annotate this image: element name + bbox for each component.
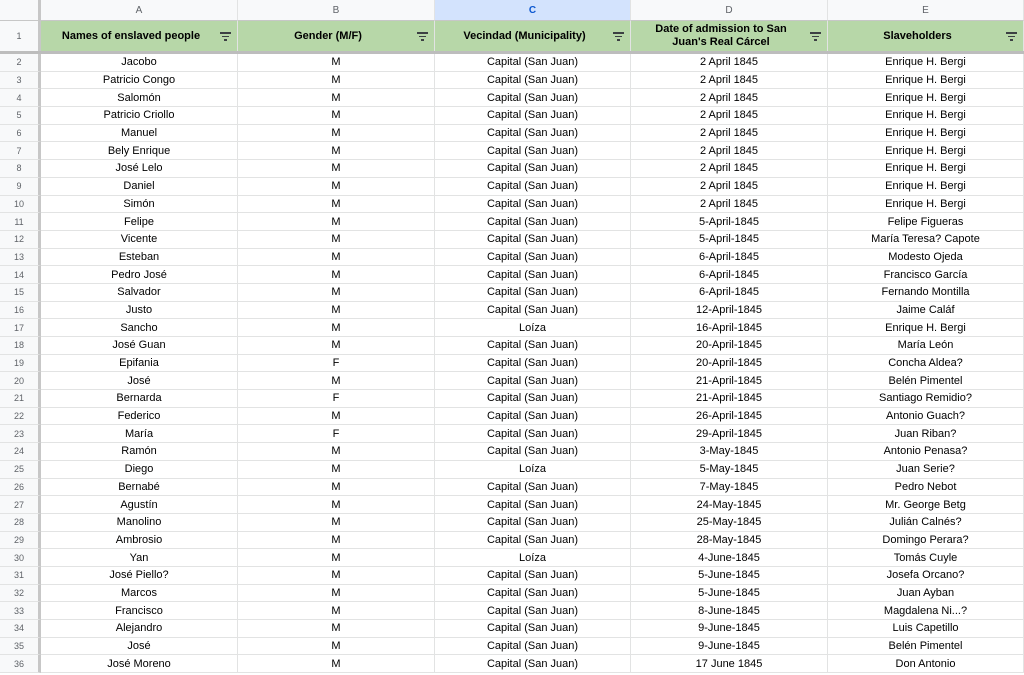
table-row bbox=[0, 602, 1024, 620]
vecindad-cell[interactable]: Capital (San Juan) bbox=[435, 178, 631, 196]
vecindad-cell[interactable]: Capital (San Juan) bbox=[435, 231, 631, 249]
gender-cell[interactable]: M bbox=[238, 655, 435, 673]
row-number[interactable]: 23 bbox=[0, 425, 41, 443]
date-cell[interactable]: 21-April-1845 bbox=[631, 372, 828, 390]
vecindad-cell[interactable]: Capital (San Juan) bbox=[435, 443, 631, 461]
vecindad-cell[interactable]: Capital (San Juan) bbox=[435, 337, 631, 355]
gender-cell[interactable]: F bbox=[238, 425, 435, 443]
column-header-a[interactable]: A bbox=[41, 0, 238, 21]
table-row bbox=[0, 585, 1024, 603]
slaveholder-cell[interactable]: Don Antonio bbox=[828, 655, 1024, 673]
gender-cell[interactable]: M bbox=[238, 514, 435, 532]
date-cell[interactable]: 25-May-1845 bbox=[631, 514, 828, 532]
gender-cell[interactable]: M bbox=[238, 249, 435, 267]
gender-cell[interactable]: M bbox=[238, 231, 435, 249]
slaveholder-cell[interactable]: Modesto Ojeda bbox=[828, 249, 1024, 267]
row-number[interactable]: 18 bbox=[0, 337, 41, 355]
table-body bbox=[0, 54, 1024, 673]
gender-cell[interactable]: M bbox=[238, 213, 435, 231]
header-label: Vecindad (Municipality) bbox=[463, 29, 586, 42]
gender-cell[interactable]: M bbox=[238, 567, 435, 585]
gender-cell[interactable]: M bbox=[238, 107, 435, 125]
row-number[interactable]: 9 bbox=[0, 178, 41, 196]
gender-cell[interactable]: M bbox=[238, 284, 435, 302]
slaveholder-cell[interactable]: Enrique H. Bergi bbox=[828, 319, 1024, 337]
name-cell[interactable]: Salvador bbox=[41, 284, 238, 302]
table-row bbox=[0, 638, 1024, 656]
gender-cell[interactable]: F bbox=[238, 390, 435, 408]
gender-cell[interactable]: M bbox=[238, 142, 435, 160]
gender-cell[interactable]: M bbox=[238, 638, 435, 656]
vecindad-cell[interactable]: Capital (San Juan) bbox=[435, 620, 631, 638]
name-cell[interactable]: Jacobo bbox=[41, 54, 238, 72]
row-number[interactable]: 26 bbox=[0, 479, 41, 497]
table-row bbox=[0, 319, 1024, 337]
table-row bbox=[0, 355, 1024, 373]
date-cell[interactable]: 29-April-1845 bbox=[631, 425, 828, 443]
table-row bbox=[0, 620, 1024, 638]
slaveholder-cell[interactable]: Enrique H. Bergi bbox=[828, 160, 1024, 178]
table-row bbox=[0, 231, 1024, 249]
table-row bbox=[0, 479, 1024, 497]
date-cell[interactable]: 2 April 1845 bbox=[631, 72, 828, 90]
vecindad-cell[interactable]: Capital (San Juan) bbox=[435, 196, 631, 214]
table-row bbox=[0, 408, 1024, 426]
name-cell[interactable]: Simón bbox=[41, 196, 238, 214]
header-label: Slaveholders bbox=[883, 29, 952, 42]
date-cell[interactable]: 5-April-1845 bbox=[631, 213, 828, 231]
gender-cell[interactable]: M bbox=[238, 479, 435, 497]
filter-icon[interactable] bbox=[1006, 32, 1017, 41]
row-number[interactable]: 32 bbox=[0, 585, 41, 603]
vecindad-cell[interactable]: Capital (San Juan) bbox=[435, 655, 631, 673]
slaveholder-cell[interactable]: Josefa Orcano? bbox=[828, 567, 1024, 585]
date-cell[interactable]: 2 April 1845 bbox=[631, 160, 828, 178]
slaveholder-cell[interactable]: Felipe Figueras bbox=[828, 213, 1024, 231]
date-cell[interactable]: 8-June-1845 bbox=[631, 602, 828, 620]
name-cell[interactable]: Diego bbox=[41, 461, 238, 479]
header-cell-slaveholders[interactable] bbox=[828, 21, 1024, 51]
vecindad-cell[interactable]: Capital (San Juan) bbox=[435, 638, 631, 656]
table-row bbox=[0, 142, 1024, 160]
vecindad-cell[interactable]: Capital (San Juan) bbox=[435, 54, 631, 72]
row-number[interactable]: 6 bbox=[0, 125, 41, 143]
gender-cell[interactable]: M bbox=[238, 496, 435, 514]
row-number[interactable]: 31 bbox=[0, 567, 41, 585]
date-cell[interactable]: 26-April-1845 bbox=[631, 408, 828, 426]
slaveholder-cell[interactable]: Antonio Guach? bbox=[828, 408, 1024, 426]
name-cell[interactable]: Justo bbox=[41, 302, 238, 320]
header-label: Date of admission to San Juan's Real Cárcel bbox=[655, 23, 787, 48]
header-row bbox=[0, 21, 1024, 54]
vecindad-cell[interactable]: Capital (San Juan) bbox=[435, 532, 631, 550]
gender-cell[interactable]: M bbox=[238, 372, 435, 390]
name-cell[interactable]: Patricio Criollo bbox=[41, 107, 238, 125]
date-cell[interactable]: 28-May-1845 bbox=[631, 532, 828, 550]
gender-cell[interactable]: M bbox=[238, 461, 435, 479]
filter-icon[interactable] bbox=[810, 32, 821, 41]
slaveholder-cell[interactable]: Concha Aldea? bbox=[828, 355, 1024, 373]
name-cell[interactable]: José bbox=[41, 638, 238, 656]
table-row bbox=[0, 249, 1024, 267]
gender-cell[interactable]: F bbox=[238, 355, 435, 373]
row-number[interactable]: 16 bbox=[0, 302, 41, 320]
vecindad-cell[interactable]: Loíza bbox=[435, 319, 631, 337]
filter-icon[interactable] bbox=[220, 32, 231, 41]
row-number[interactable]: 22 bbox=[0, 408, 41, 426]
date-cell[interactable]: 7-May-1845 bbox=[631, 479, 828, 497]
gender-cell[interactable]: M bbox=[238, 196, 435, 214]
table-row bbox=[0, 284, 1024, 302]
vecindad-cell[interactable]: Capital (San Juan) bbox=[435, 585, 631, 603]
date-cell[interactable]: 2 April 1845 bbox=[631, 142, 828, 160]
name-cell[interactable]: José Moreno bbox=[41, 655, 238, 673]
table-row bbox=[0, 496, 1024, 514]
slaveholder-cell[interactable]: Enrique H. Bergi bbox=[828, 142, 1024, 160]
name-cell[interactable]: María bbox=[41, 425, 238, 443]
vecindad-cell[interactable]: Capital (San Juan) bbox=[435, 302, 631, 320]
date-cell[interactable]: 6-April-1845 bbox=[631, 249, 828, 267]
date-cell[interactable]: 2 April 1845 bbox=[631, 89, 828, 107]
table-row bbox=[0, 514, 1024, 532]
name-cell[interactable]: José Guan bbox=[41, 337, 238, 355]
row-number[interactable]: 8 bbox=[0, 160, 41, 178]
name-cell[interactable]: Salomón bbox=[41, 89, 238, 107]
gender-cell[interactable]: M bbox=[238, 549, 435, 567]
column-header-row bbox=[0, 0, 1024, 21]
slaveholder-cell[interactable]: Enrique H. Bergi bbox=[828, 89, 1024, 107]
gender-cell[interactable]: M bbox=[238, 72, 435, 90]
date-cell[interactable]: 6-April-1845 bbox=[631, 284, 828, 302]
table-row bbox=[0, 266, 1024, 284]
slaveholder-cell[interactable]: Mr. George Betg bbox=[828, 496, 1024, 514]
row-number[interactable]: 17 bbox=[0, 319, 41, 337]
slaveholder-cell[interactable]: Belén Pimentel bbox=[828, 372, 1024, 390]
table-row bbox=[0, 337, 1024, 355]
header-cell-gender[interactable] bbox=[238, 21, 435, 51]
date-cell[interactable]: 20-April-1845 bbox=[631, 355, 828, 373]
slaveholder-cell[interactable]: Juan Riban? bbox=[828, 425, 1024, 443]
table-row bbox=[0, 213, 1024, 231]
name-cell[interactable]: Ambrosio bbox=[41, 532, 238, 550]
name-cell[interactable]: Sancho bbox=[41, 319, 238, 337]
row-number[interactable]: 34 bbox=[0, 620, 41, 638]
row-number[interactable]: 35 bbox=[0, 638, 41, 656]
name-cell[interactable]: Federico bbox=[41, 408, 238, 426]
table-row bbox=[0, 302, 1024, 320]
slaveholder-cell[interactable]: María Teresa? Capote bbox=[828, 231, 1024, 249]
row-number[interactable]: 10 bbox=[0, 196, 41, 214]
row-number[interactable]: 3 bbox=[0, 72, 41, 90]
vecindad-cell[interactable]: Capital (San Juan) bbox=[435, 266, 631, 284]
filter-icon[interactable] bbox=[613, 32, 624, 41]
row-number[interactable]: 1 bbox=[0, 21, 41, 51]
row-number[interactable]: 7 bbox=[0, 142, 41, 160]
slaveholder-cell[interactable]: Enrique H. Bergi bbox=[828, 107, 1024, 125]
name-cell[interactable]: Marcos bbox=[41, 585, 238, 603]
table-row bbox=[0, 125, 1024, 143]
date-cell[interactable]: 21-April-1845 bbox=[631, 390, 828, 408]
vecindad-cell[interactable]: Loíza bbox=[435, 461, 631, 479]
name-cell[interactable]: Ramón bbox=[41, 443, 238, 461]
slaveholder-cell[interactable]: Julián Calnés? bbox=[828, 514, 1024, 532]
name-cell[interactable]: Daniel bbox=[41, 178, 238, 196]
name-cell[interactable]: Manuel bbox=[41, 125, 238, 143]
table-row bbox=[0, 567, 1024, 585]
vecindad-cell[interactable]: Capital (San Juan) bbox=[435, 390, 631, 408]
date-cell[interactable]: 24-May-1845 bbox=[631, 496, 828, 514]
name-cell[interactable]: Esteban bbox=[41, 249, 238, 267]
table-row bbox=[0, 160, 1024, 178]
name-cell[interactable]: Epifania bbox=[41, 355, 238, 373]
vecindad-cell[interactable]: Capital (San Juan) bbox=[435, 125, 631, 143]
name-cell[interactable]: Yan bbox=[41, 549, 238, 567]
vecindad-cell[interactable]: Capital (San Juan) bbox=[435, 284, 631, 302]
slaveholder-cell[interactable]: María León bbox=[828, 337, 1024, 355]
vecindad-cell[interactable]: Capital (San Juan) bbox=[435, 72, 631, 90]
gender-cell[interactable]: M bbox=[238, 602, 435, 620]
header-cell-date[interactable] bbox=[631, 21, 828, 51]
gender-cell[interactable]: M bbox=[238, 408, 435, 426]
row-number[interactable]: 15 bbox=[0, 284, 41, 302]
table-row bbox=[0, 549, 1024, 567]
name-cell[interactable]: Bernabé bbox=[41, 479, 238, 497]
date-cell[interactable]: 2 April 1845 bbox=[631, 196, 828, 214]
vecindad-cell[interactable]: Capital (San Juan) bbox=[435, 408, 631, 426]
gender-cell[interactable]: M bbox=[238, 302, 435, 320]
slaveholder-cell[interactable]: Juan Serie? bbox=[828, 461, 1024, 479]
row-number[interactable]: 5 bbox=[0, 107, 41, 125]
row-number[interactable]: 20 bbox=[0, 372, 41, 390]
name-cell[interactable]: Pedro José bbox=[41, 266, 238, 284]
date-cell[interactable]: 9-June-1845 bbox=[631, 620, 828, 638]
gender-cell[interactable]: M bbox=[238, 532, 435, 550]
gender-cell[interactable]: M bbox=[238, 178, 435, 196]
slaveholder-cell[interactable]: Enrique H. Bergi bbox=[828, 125, 1024, 143]
table-row bbox=[0, 372, 1024, 390]
vecindad-cell[interactable]: Loíza bbox=[435, 549, 631, 567]
table-row bbox=[0, 443, 1024, 461]
date-cell[interactable]: 2 April 1845 bbox=[631, 107, 828, 125]
header-cell-names[interactable] bbox=[41, 21, 238, 51]
vecindad-cell[interactable]: Capital (San Juan) bbox=[435, 425, 631, 443]
slaveholder-cell[interactable]: Fernando Montilla bbox=[828, 284, 1024, 302]
date-cell[interactable]: 5-June-1845 bbox=[631, 585, 828, 603]
vecindad-cell[interactable]: Capital (San Juan) bbox=[435, 249, 631, 267]
slaveholder-cell[interactable]: Magdalena Ni...? bbox=[828, 602, 1024, 620]
name-cell[interactable]: José Lelo bbox=[41, 160, 238, 178]
gender-cell[interactable]: M bbox=[238, 620, 435, 638]
row-number[interactable]: 2 bbox=[0, 54, 41, 72]
select-all-corner[interactable] bbox=[0, 0, 41, 21]
table-row bbox=[0, 655, 1024, 673]
table-row bbox=[0, 532, 1024, 550]
row-number[interactable]: 30 bbox=[0, 549, 41, 567]
row-number[interactable]: 4 bbox=[0, 89, 41, 107]
row-number[interactable]: 21 bbox=[0, 390, 41, 408]
slaveholder-cell[interactable]: Enrique H. Bergi bbox=[828, 72, 1024, 90]
slaveholder-cell[interactable]: Enrique H. Bergi bbox=[828, 196, 1024, 214]
name-cell[interactable]: Bely Enrique bbox=[41, 142, 238, 160]
slaveholder-cell[interactable]: Pedro Nebot bbox=[828, 479, 1024, 497]
filter-icon[interactable] bbox=[417, 32, 428, 41]
date-cell[interactable]: 5-May-1845 bbox=[631, 461, 828, 479]
column-header-b[interactable]: B bbox=[238, 0, 435, 21]
date-cell[interactable]: 6-April-1845 bbox=[631, 266, 828, 284]
date-cell[interactable]: 3-May-1845 bbox=[631, 443, 828, 461]
date-cell[interactable]: 9-June-1845 bbox=[631, 638, 828, 656]
table-row bbox=[0, 72, 1024, 90]
name-cell[interactable]: José bbox=[41, 372, 238, 390]
vecindad-cell[interactable]: Capital (San Juan) bbox=[435, 479, 631, 497]
date-cell[interactable]: 4-June-1845 bbox=[631, 549, 828, 567]
slaveholder-cell[interactable]: Belén Pimentel bbox=[828, 638, 1024, 656]
row-number[interactable]: 14 bbox=[0, 266, 41, 284]
table-row bbox=[0, 107, 1024, 125]
name-cell[interactable]: Bernarda bbox=[41, 390, 238, 408]
gender-cell[interactable]: M bbox=[238, 266, 435, 284]
vecindad-cell[interactable]: Capital (San Juan) bbox=[435, 107, 631, 125]
row-number[interactable]: 24 bbox=[0, 443, 41, 461]
vecindad-cell[interactable]: Capital (San Juan) bbox=[435, 496, 631, 514]
vecindad-cell[interactable]: Capital (San Juan) bbox=[435, 602, 631, 620]
row-number[interactable]: 33 bbox=[0, 602, 41, 620]
vecindad-cell[interactable]: Capital (San Juan) bbox=[435, 160, 631, 178]
vecindad-cell[interactable]: Capital (San Juan) bbox=[435, 355, 631, 373]
column-header-c[interactable]: C bbox=[435, 0, 631, 21]
row-number[interactable]: 12 bbox=[0, 231, 41, 249]
table-row bbox=[0, 89, 1024, 107]
name-cell[interactable]: José Piello? bbox=[41, 567, 238, 585]
vecindad-cell[interactable]: Capital (San Juan) bbox=[435, 213, 631, 231]
gender-cell[interactable]: M bbox=[238, 337, 435, 355]
column-header-e[interactable]: E bbox=[828, 0, 1024, 21]
gender-cell[interactable]: M bbox=[238, 125, 435, 143]
table-row bbox=[0, 178, 1024, 196]
row-number[interactable]: 27 bbox=[0, 496, 41, 514]
vecindad-cell[interactable]: Capital (San Juan) bbox=[435, 89, 631, 107]
slaveholder-cell[interactable]: Jaime Caláf bbox=[828, 302, 1024, 320]
header-cell-vecindad[interactable] bbox=[435, 21, 631, 51]
table-row bbox=[0, 425, 1024, 443]
gender-cell[interactable]: M bbox=[238, 319, 435, 337]
date-cell[interactable]: 16-April-1845 bbox=[631, 319, 828, 337]
name-cell[interactable]: Felipe bbox=[41, 213, 238, 231]
row-number[interactable]: 36 bbox=[0, 655, 41, 673]
row-number[interactable]: 29 bbox=[0, 532, 41, 550]
name-cell[interactable]: Manolino bbox=[41, 514, 238, 532]
vecindad-cell[interactable]: Capital (San Juan) bbox=[435, 514, 631, 532]
row-number[interactable]: 28 bbox=[0, 514, 41, 532]
table-row bbox=[0, 54, 1024, 72]
table-row bbox=[0, 390, 1024, 408]
table-row bbox=[0, 196, 1024, 214]
name-cell[interactable]: Alejandro bbox=[41, 620, 238, 638]
gender-cell[interactable]: M bbox=[238, 585, 435, 603]
vecindad-cell[interactable]: Capital (San Juan) bbox=[435, 142, 631, 160]
gender-cell[interactable]: M bbox=[238, 54, 435, 72]
slaveholder-cell[interactable]: Enrique H. Bergi bbox=[828, 178, 1024, 196]
table-row bbox=[0, 461, 1024, 479]
date-cell[interactable]: 2 April 1845 bbox=[631, 54, 828, 72]
slaveholder-cell[interactable]: Antonio Penasa? bbox=[828, 443, 1024, 461]
row-number[interactable]: 13 bbox=[0, 249, 41, 267]
date-cell[interactable]: 5-April-1845 bbox=[631, 231, 828, 249]
slaveholder-cell[interactable]: Enrique H. Bergi bbox=[828, 54, 1024, 72]
row-number[interactable]: 25 bbox=[0, 461, 41, 479]
gender-cell[interactable]: M bbox=[238, 160, 435, 178]
date-cell[interactable]: 12-April-1845 bbox=[631, 302, 828, 320]
gender-cell[interactable]: M bbox=[238, 89, 435, 107]
name-cell[interactable]: Patricio Congo bbox=[41, 72, 238, 90]
slaveholder-cell[interactable]: Francisco García bbox=[828, 266, 1024, 284]
header-label: Names of enslaved people bbox=[61, 29, 201, 42]
slaveholder-cell[interactable]: Domingo Perara? bbox=[828, 532, 1024, 550]
date-cell[interactable]: 17 June 1845 bbox=[631, 655, 828, 673]
column-header-d[interactable]: D bbox=[631, 0, 828, 21]
vecindad-cell[interactable]: Capital (San Juan) bbox=[435, 372, 631, 390]
name-cell[interactable]: Francisco bbox=[41, 602, 238, 620]
vecindad-cell[interactable]: Capital (San Juan) bbox=[435, 567, 631, 585]
gender-cell[interactable]: M bbox=[238, 443, 435, 461]
slaveholder-cell[interactable]: Juan Ayban bbox=[828, 585, 1024, 603]
date-cell[interactable]: 2 April 1845 bbox=[631, 125, 828, 143]
slaveholder-cell[interactable]: Santiago Remidio? bbox=[828, 390, 1024, 408]
header-label: Gender (M/F) bbox=[294, 29, 362, 42]
name-cell[interactable]: Vicente bbox=[41, 231, 238, 249]
row-number[interactable]: 11 bbox=[0, 213, 41, 231]
date-cell[interactable]: 5-June-1845 bbox=[631, 567, 828, 585]
date-cell[interactable]: 20-April-1845 bbox=[631, 337, 828, 355]
slaveholder-cell[interactable]: Luis Capetillo bbox=[828, 620, 1024, 638]
name-cell[interactable]: Agustín bbox=[41, 496, 238, 514]
date-cell[interactable]: 2 April 1845 bbox=[631, 178, 828, 196]
slaveholder-cell[interactable]: Tomás Cuyle bbox=[828, 549, 1024, 567]
row-number[interactable]: 19 bbox=[0, 355, 41, 373]
